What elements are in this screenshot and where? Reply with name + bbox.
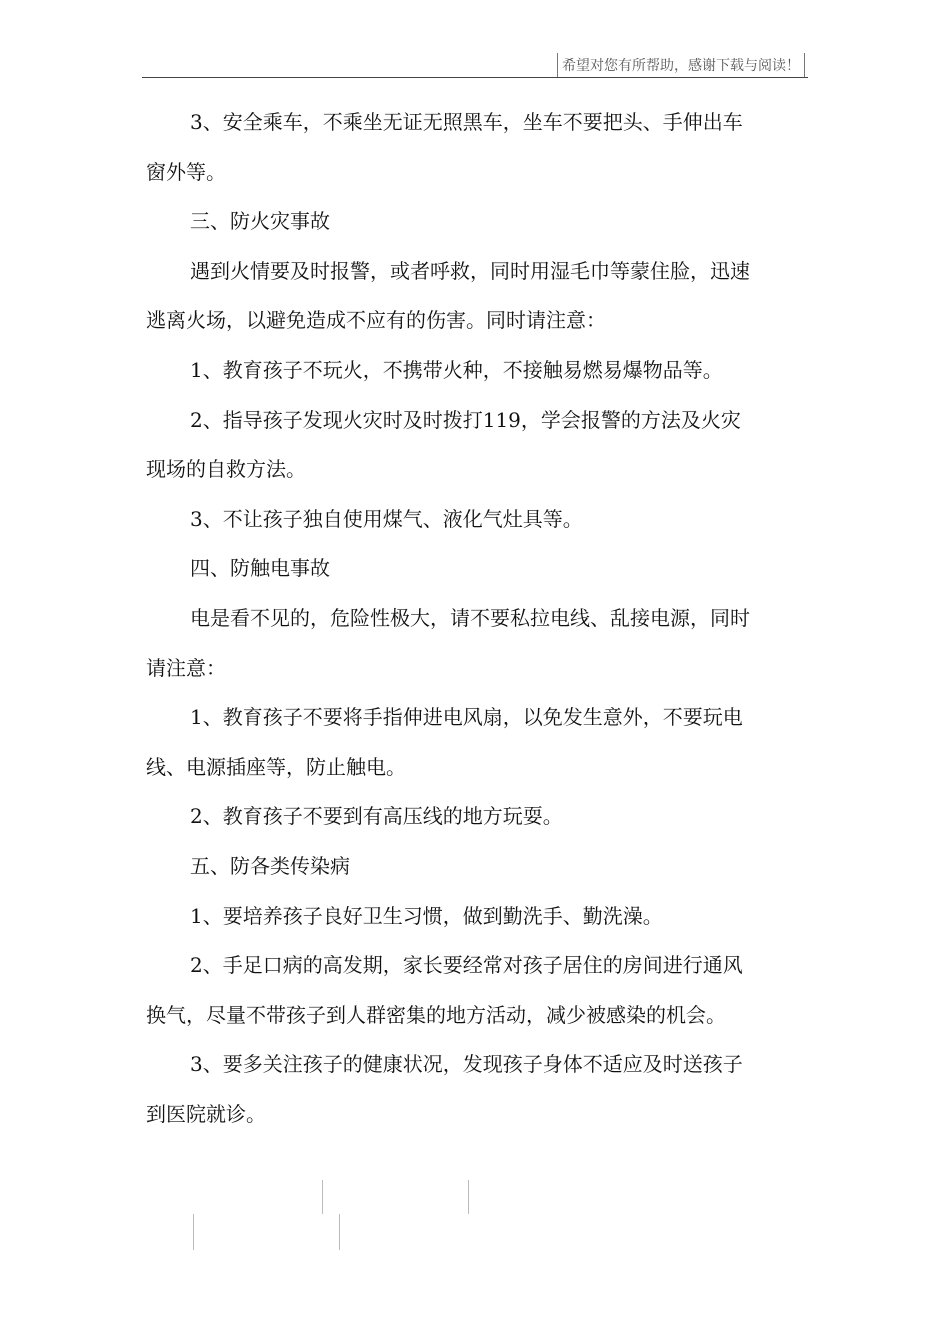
header-note-text: 希望对您有所帮助，感谢下载与阅读！ bbox=[562, 58, 800, 74]
paragraph-line: 请注意： bbox=[146, 655, 226, 680]
footer-divider-line bbox=[468, 1180, 469, 1214]
paragraph-line: 逃离火场，以避免造成不应有的伤害。同时请注意： bbox=[146, 308, 606, 333]
section-heading: 四、防触电事故 bbox=[190, 556, 330, 581]
footer-divider-line bbox=[193, 1214, 194, 1250]
paragraph-line: 3、不让孩子独自使用煤气、液化气灶具等。 bbox=[190, 506, 583, 531]
paragraph-line: 到医院就诊。 bbox=[146, 1101, 266, 1126]
footer-divider-line bbox=[322, 1180, 323, 1214]
paragraph-line: 2、教育孩子不要到有高压线的地方玩耍。 bbox=[190, 804, 563, 829]
paragraph-line: 电是看不见的，危险性极大，请不要私拉电线、乱接电源，同时 bbox=[190, 605, 750, 630]
paragraph-line: 窗外等。 bbox=[146, 159, 226, 184]
paragraph-line: 1、要培养孩子良好卫生习惯，做到勤洗手、勤洗澡。 bbox=[190, 903, 663, 928]
paragraph-line: 现场的自救方法。 bbox=[146, 457, 306, 482]
paragraph-line: 遇到火情要及时报警，或者呼救，同时用湿毛巾等蒙住脸，迅速 bbox=[190, 258, 750, 283]
document-body bbox=[146, 98, 816, 1139]
paragraph-line: 1、教育孩子不要将手指伸进电风扇，以免发生意外，不要玩电 bbox=[190, 705, 743, 730]
section-heading: 五、防各类传染病 bbox=[190, 853, 350, 878]
paragraph-line: 3、要多关注孩子的健康状况，发现孩子身体不适应及时送孩子 bbox=[190, 1052, 743, 1077]
section-heading: 三、防火灾事故 bbox=[190, 209, 330, 234]
paragraph-line: 1、教育孩子不玩火，不携带火种，不接触易燃易爆物品等。 bbox=[190, 357, 723, 382]
paragraph-line: 换气，尽量不带孩子到人群密集的地方活动，减少被感染的机会。 bbox=[146, 1002, 726, 1027]
header-rule bbox=[142, 77, 808, 78]
header-note bbox=[557, 53, 805, 77]
paragraph-line: 线、电源插座等，防止触电。 bbox=[146, 754, 406, 779]
paragraph-line: 3、安全乘车，不乘坐无证无照黑车，坐车不要把头、手伸出车 bbox=[190, 110, 743, 134]
footer-divider-line bbox=[339, 1214, 340, 1250]
paragraph-line: 2、手足口病的高发期，家长要经常对孩子居住的房间进行通风 bbox=[190, 953, 743, 978]
paragraph-line: 2、指导孩子发现火灾时及时拨打119，学会报警的方法及火灾 bbox=[190, 407, 741, 432]
